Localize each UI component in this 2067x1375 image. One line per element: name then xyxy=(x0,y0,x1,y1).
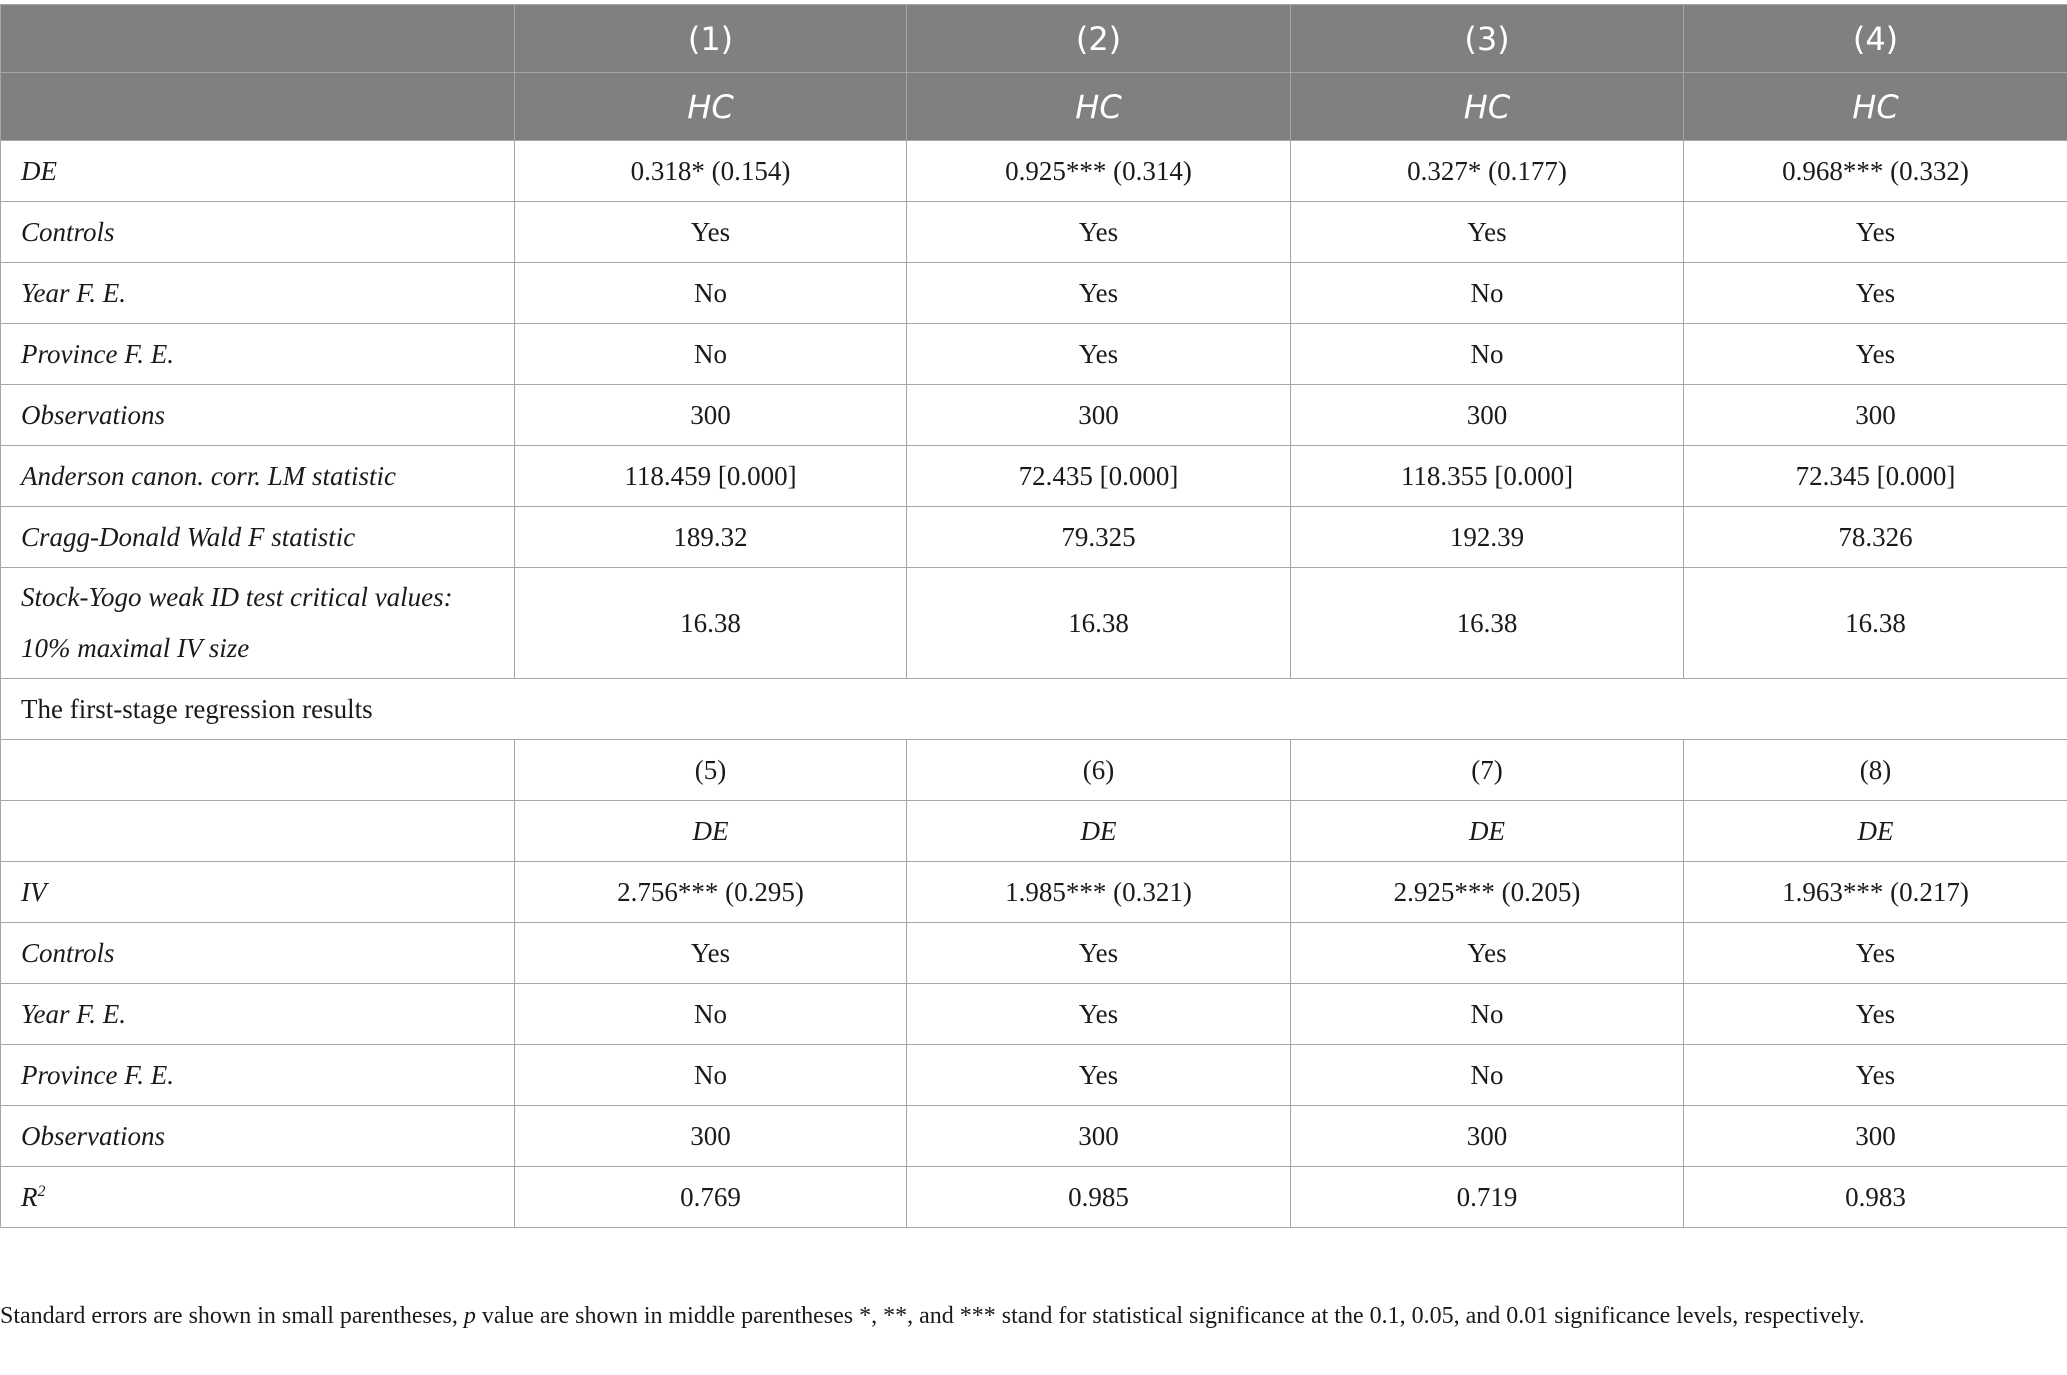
cell-value: No xyxy=(1291,1045,1684,1106)
first-stage-column-numbers xyxy=(1,740,2067,801)
table-row xyxy=(1,984,2067,1045)
table-row xyxy=(1,923,2067,984)
cell-value: 300 xyxy=(515,1106,907,1167)
cell-value: 0.925*** (0.314) xyxy=(907,141,1291,202)
cell-value: 16.38 xyxy=(1291,568,1684,679)
cell-value: 1.985*** (0.321) xyxy=(907,862,1291,923)
cell-value: 300 xyxy=(1684,385,2067,446)
cell-value: Yes xyxy=(515,202,907,263)
table-footnote xyxy=(0,1298,2060,1335)
regression-results-table xyxy=(0,4,2067,1228)
table-row-r-squared xyxy=(1,1167,2067,1228)
cell-value: Yes xyxy=(907,324,1291,385)
cell-value: No xyxy=(515,263,907,324)
row-label: Province F. E. xyxy=(1,1045,515,1106)
cell-value: 78.326 xyxy=(1684,507,2067,568)
empty-cell xyxy=(1,801,515,862)
table-row-stock-yogo xyxy=(1,568,2067,679)
cell-value: No xyxy=(1291,984,1684,1045)
cell-value: 118.355 [0.000] xyxy=(1291,446,1684,507)
cell-value: Yes xyxy=(907,984,1291,1045)
footnote-p-italic: p xyxy=(463,1303,476,1329)
row-label: Province F. E. xyxy=(1,324,515,385)
dependent-variable: HC xyxy=(1291,73,1684,141)
table-row xyxy=(1,507,2067,568)
row-label-line: Stock-Yogo weak ID test critical values: xyxy=(21,582,453,612)
r-squared-superscript: 2 xyxy=(37,1182,46,1200)
header-row-dependent-variable xyxy=(1,73,2067,141)
cell-value: 72.345 [0.000] xyxy=(1684,446,2067,507)
column-number: (4) xyxy=(1684,5,2067,73)
header-row-column-numbers xyxy=(1,5,2067,73)
cell-value: Yes xyxy=(907,202,1291,263)
column-number: (7) xyxy=(1291,740,1684,801)
header-empty-cell xyxy=(1,5,515,73)
dependent-variable: HC xyxy=(515,73,907,141)
cell-value: 79.325 xyxy=(907,507,1291,568)
cell-value: 2.756*** (0.295) xyxy=(515,862,907,923)
section-title-row xyxy=(1,679,2067,740)
cell-value: 2.925*** (0.205) xyxy=(1291,862,1684,923)
dependent-variable: DE xyxy=(907,801,1291,862)
column-number: (6) xyxy=(907,740,1291,801)
table-row xyxy=(1,263,2067,324)
r-squared-label: R xyxy=(21,1181,38,1212)
cell-value: 16.38 xyxy=(515,568,907,679)
column-number: (2) xyxy=(907,5,1291,73)
cell-value: 16.38 xyxy=(1684,568,2067,679)
cell-value: 118.459 [0.000] xyxy=(515,446,907,507)
row-label xyxy=(1,1167,515,1228)
cell-value: 1.963*** (0.217) xyxy=(1684,862,2067,923)
cell-value: Yes xyxy=(1684,1045,2067,1106)
row-label: Year F. E. xyxy=(1,263,515,324)
cell-value: 300 xyxy=(907,1106,1291,1167)
cell-value: Yes xyxy=(515,923,907,984)
cell-value: Yes xyxy=(907,923,1291,984)
row-label: Year F. E. xyxy=(1,984,515,1045)
cell-value: 0.327* (0.177) xyxy=(1291,141,1684,202)
table-row xyxy=(1,202,2067,263)
cell-value: Yes xyxy=(1684,923,2067,984)
cell-value: No xyxy=(515,1045,907,1106)
table-row xyxy=(1,446,2067,507)
cell-value: 300 xyxy=(907,385,1291,446)
cell-value: Yes xyxy=(1684,324,2067,385)
cell-value: No xyxy=(1291,263,1684,324)
row-label: Controls xyxy=(1,923,515,984)
cell-value: 192.39 xyxy=(1291,507,1684,568)
dependent-variable: DE xyxy=(515,801,907,862)
table-row xyxy=(1,1045,2067,1106)
cell-value: 300 xyxy=(1291,385,1684,446)
cell-value: 189.32 xyxy=(515,507,907,568)
table-row xyxy=(1,385,2067,446)
cell-value: Yes xyxy=(1291,923,1684,984)
column-number: (5) xyxy=(515,740,907,801)
row-label: IV xyxy=(1,862,515,923)
cell-value: Yes xyxy=(907,263,1291,324)
cell-value: 300 xyxy=(515,385,907,446)
cell-value: 0.968*** (0.332) xyxy=(1684,141,2067,202)
row-label: Anderson canon. corr. LM statistic xyxy=(1,446,515,507)
table-row xyxy=(1,1106,2067,1167)
section-title: The first-stage regression results xyxy=(1,679,2067,740)
cell-value: 72.435 [0.000] xyxy=(907,446,1291,507)
table-row xyxy=(1,324,2067,385)
column-number: (3) xyxy=(1291,5,1684,73)
cell-value: 300 xyxy=(1291,1106,1684,1167)
cell-value: Yes xyxy=(907,1045,1291,1106)
row-label-line: 10% maximal IV size xyxy=(21,633,250,663)
cell-value: 0.985 xyxy=(907,1167,1291,1228)
row-label: Observations xyxy=(1,385,515,446)
first-stage-dependent-variable xyxy=(1,801,2067,862)
cell-value: Yes xyxy=(1684,984,2067,1045)
row-label: Controls xyxy=(1,202,515,263)
table-row xyxy=(1,141,2067,202)
cell-value: 300 xyxy=(1684,1106,2067,1167)
cell-value: No xyxy=(515,984,907,1045)
header-empty-cell xyxy=(1,73,515,141)
footnote-text: Standard errors are shown in small parentheses, xyxy=(0,1303,464,1329)
column-number: (1) xyxy=(515,5,907,73)
cell-value: 0.719 xyxy=(1291,1167,1684,1228)
cell-value: 16.38 xyxy=(907,568,1291,679)
table-row xyxy=(1,862,2067,923)
dependent-variable: DE xyxy=(1684,801,2067,862)
column-number: (8) xyxy=(1684,740,2067,801)
dependent-variable: HC xyxy=(907,73,1291,141)
footnote-text: value are shown in middle parentheses *, **, and *** stand for statistical significance at the 0.1, 0.05, and 0.01 significance levels, respectively. xyxy=(475,1303,1865,1329)
cell-value: Yes xyxy=(1684,202,2067,263)
cell-value: 0.769 xyxy=(515,1167,907,1228)
row-label: Cragg-Donald Wald F statistic xyxy=(1,507,515,568)
row-label: Observations xyxy=(1,1106,515,1167)
cell-value: Yes xyxy=(1291,202,1684,263)
dependent-variable: DE xyxy=(1291,801,1684,862)
cell-value: 0.983 xyxy=(1684,1167,2067,1228)
row-label: DE xyxy=(1,141,515,202)
cell-value: 0.318* (0.154) xyxy=(515,141,907,202)
dependent-variable: HC xyxy=(1684,73,2067,141)
cell-value: Yes xyxy=(1684,263,2067,324)
cell-value: No xyxy=(1291,324,1684,385)
row-label xyxy=(1,568,515,679)
empty-cell xyxy=(1,740,515,801)
cell-value: No xyxy=(515,324,907,385)
